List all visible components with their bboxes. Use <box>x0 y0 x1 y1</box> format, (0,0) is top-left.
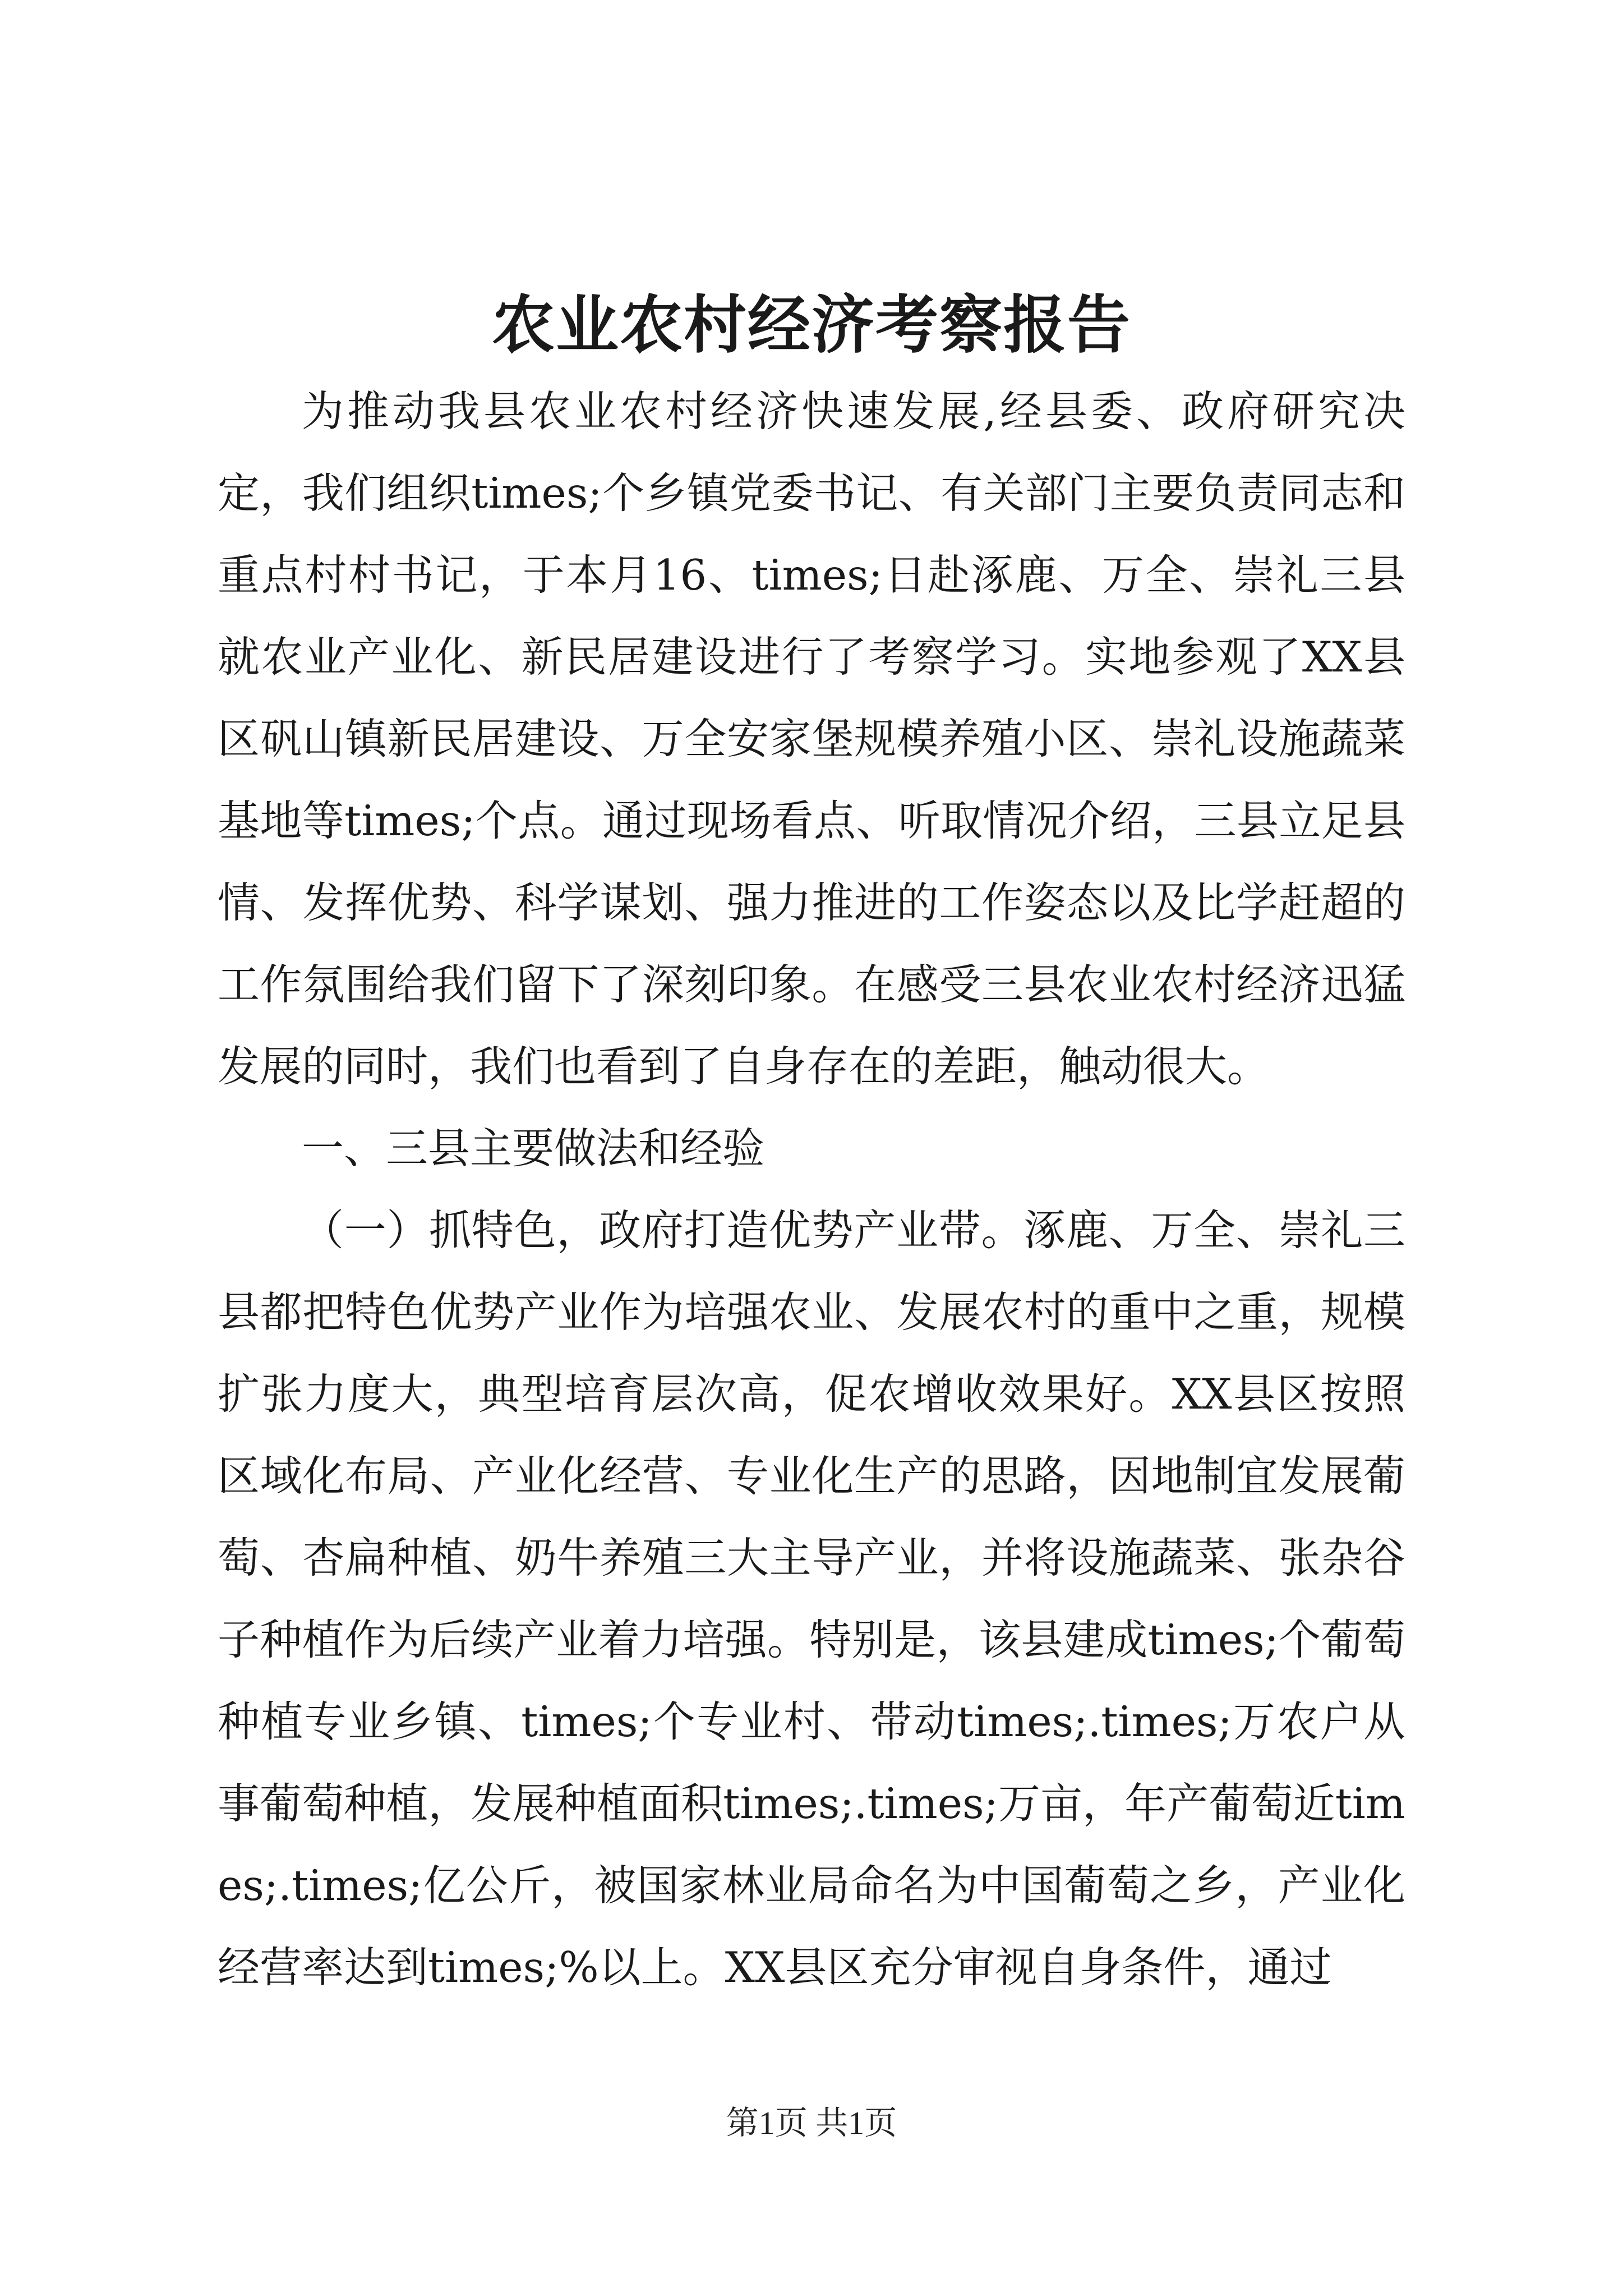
intro-paragraph: 为推动我县农业农村经济快速发展,经县委、政府研究决定，我们组织times;个乡镇党委书记、有关部门主要负责同志和重点村村书记，于本月16、times;日赴涿鹿、万全、崇礼三县就农业产业化、新民居建设进行了考察学习。实地参观了XX县区矾山镇新民居建设、万全安家堡规模养殖小区、崇礼设施蔬菜基地等times;个点。通过现场看点、听取情况介绍，三县立足县情、发挥优势、科学谋划、强力推进的工作姿态以及比学赶超的工作氛围给我们留下了深刻印象。在感受三县农业农村经济迅猛发展的同时，我们也看到了自身存在的差距，触动很大。 <box>218 386 1405 1091</box>
section-heading: 一、三县主要做法和经验 <box>302 1124 765 1173</box>
subsection-paragraph: （一）抓特色，政府打造优势产业带。涿鹿、万全、崇礼三县都把特色优势产业作为培强农业、发展农村的重中之重，规模扩张力度大，典型培育层次高，促农增收效果好。XX县区按照区域化布局、产业化经营、专业化生产的思路，因地制宜发展葡萄、杏扁种植、奶牛养殖三大主导产业，并将设施蔬菜、张杂谷子种植作为后续产业着力培强。特别是，该县建成times;个葡萄种植专业乡镇、times;个专业村、带动times;.times;万农户从事葡萄种植，发展种植面积times;.times;万亩，年产葡萄近times;.times;亿公斤，被国家林业局命名为中国葡萄之乡，产业化经营率达到times;%以上。XX县区充分审视自身条件，通过 <box>218 1205 1405 1992</box>
document-title: 农业农村经济考察报告 <box>492 288 1131 362</box>
document-body <box>218 370 1405 2008</box>
page-footer: 第1页 共1页 <box>726 2105 897 2141</box>
